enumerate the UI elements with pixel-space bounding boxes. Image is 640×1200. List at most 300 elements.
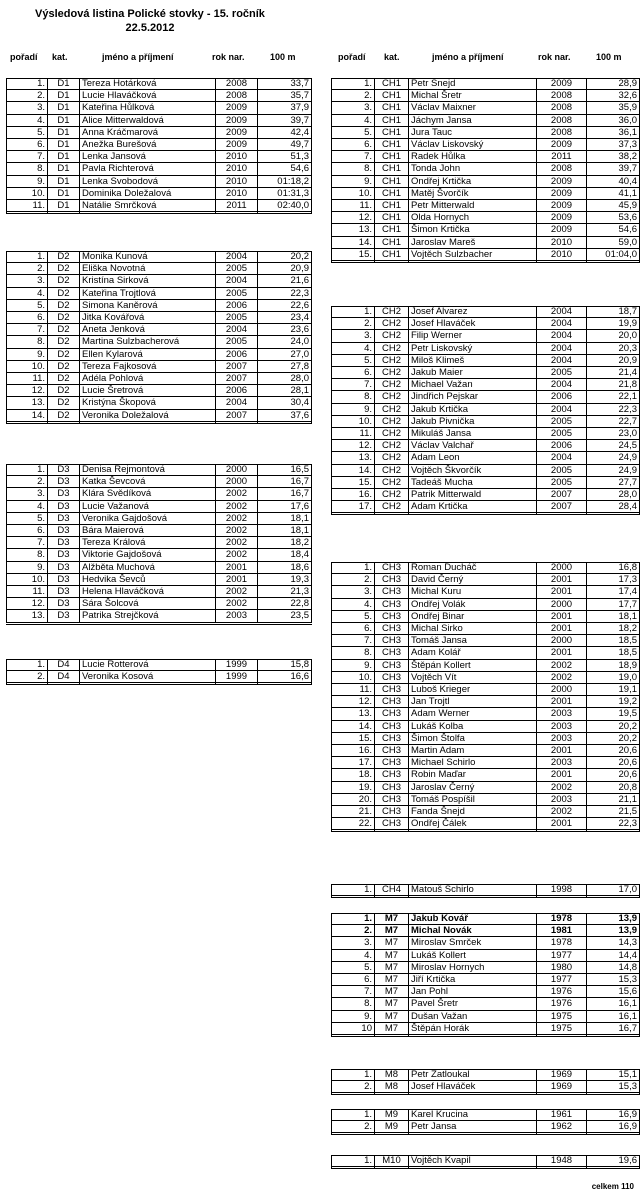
cell-kat: CH2 (375, 379, 409, 392)
cell-poradi: 6. (6, 525, 48, 538)
cell-cas: 51,3 (258, 151, 312, 164)
cell-cas: 23,6 (258, 324, 312, 337)
cell-cas: 23,5 (258, 610, 312, 623)
cell-kat: CH1 (375, 224, 409, 237)
table-row (331, 102, 640, 114)
cell-jmeno: Sára Šolcová (80, 598, 216, 611)
cell-jmeno: Tomáš Jansa (409, 635, 537, 648)
cell-rok: 2004 (537, 404, 587, 417)
table-row (6, 488, 312, 500)
cell-jmeno: Radek Hůlka (409, 151, 537, 164)
cell-jmeno: Adéla Pohlová (80, 373, 216, 386)
cell-kat: CH3 (375, 757, 409, 770)
cell-rok: 2006 (537, 391, 587, 404)
cell-rok: 2001 (537, 769, 587, 782)
cell-rok: 2004 (537, 379, 587, 392)
cell-kat: CH1 (375, 212, 409, 225)
cell-rok: 1999 (216, 671, 258, 684)
cell-jmeno: Lukáš Kolba (409, 721, 537, 734)
cell-cas: 49,7 (258, 139, 312, 152)
cell-rok: 2007 (216, 361, 258, 374)
cell-cas: 14,4 (587, 950, 640, 963)
cell-rok: 2001 (537, 647, 587, 660)
cell-cas: 20,6 (587, 745, 640, 758)
cell-cas: 45,9 (587, 200, 640, 213)
cell-poradi: 1. (331, 1155, 375, 1168)
cell-cas: 19,2 (587, 696, 640, 709)
cell-poradi: 10 (331, 1023, 375, 1036)
cell-kat: CH2 (375, 452, 409, 465)
cell-kat: CH2 (375, 355, 409, 368)
cell-kat: CH3 (375, 574, 409, 587)
cell-jmeno: Anežka Burešová (80, 139, 216, 152)
cell-jmeno: Jakub Pivnička (409, 416, 537, 429)
cell-jmeno: Mikuláš Jansa (409, 428, 537, 441)
cell-kat: CH1 (375, 127, 409, 140)
table-row (331, 404, 640, 416)
table-row (6, 549, 312, 561)
cell-cas: 30,4 (258, 397, 312, 410)
cell-kat: D3 (48, 586, 80, 599)
cell-poradi: 13. (6, 397, 48, 410)
cell-poradi: 1. (6, 464, 48, 477)
cell-jmeno: Kateřina Hůlková (80, 102, 216, 115)
cell-jmeno: Jindřich Pejskar (409, 391, 537, 404)
cell-jmeno: Tonda John (409, 163, 537, 176)
cell-jmeno: Matouš Schirlo (409, 884, 537, 897)
table-row (6, 324, 312, 336)
cell-jmeno: Veronika Gajdošová (80, 513, 216, 526)
cell-cas: 32,6 (587, 90, 640, 103)
cell-kat: D1 (48, 200, 80, 213)
cell-rok: 2009 (216, 127, 258, 140)
cell-poradi: 5. (6, 127, 48, 140)
cell-kat: CH1 (375, 200, 409, 213)
table-row (6, 176, 312, 188)
cell-poradi: 13. (331, 452, 375, 465)
cell-rok: 2009 (216, 102, 258, 115)
cell-poradi: 13. (6, 610, 48, 623)
cell-kat: CH3 (375, 647, 409, 660)
cell-jmeno: Veronika Kosová (80, 671, 216, 684)
cell-kat: CH3 (375, 721, 409, 734)
table-row (331, 721, 640, 733)
cell-cas: 21,6 (258, 275, 312, 288)
cell-jmeno: Jáchym Jansa (409, 115, 537, 128)
cell-cas: 40,4 (587, 176, 640, 189)
table-row (6, 373, 312, 385)
cell-cas: 36,1 (587, 127, 640, 140)
cell-poradi: 4. (331, 599, 375, 612)
cell-cas: 20,6 (587, 769, 640, 782)
cell-cas: 16,9 (587, 1121, 640, 1134)
cell-cas: 16,1 (587, 998, 640, 1011)
cell-jmeno: Kristína Sirková (80, 275, 216, 288)
cell-rok: 2008 (537, 102, 587, 115)
table-row (331, 998, 640, 1010)
cell-jmeno: Katka Ševcová (80, 476, 216, 489)
cell-cas: 59,0 (587, 237, 640, 250)
cell-rok: 2003 (216, 610, 258, 623)
cell-kat: D1 (48, 188, 80, 201)
table-row (331, 660, 640, 672)
cell-cas: 14,8 (587, 962, 640, 975)
cell-cas: 28,9 (587, 78, 640, 91)
cell-jmeno: Luboš Krieger (409, 684, 537, 697)
cell-jmeno: Ondřej Čálek (409, 818, 537, 831)
cell-rok: 2002 (537, 782, 587, 795)
table-row (331, 962, 640, 974)
cell-poradi: 9. (6, 349, 48, 362)
cell-poradi: 17. (331, 501, 375, 514)
cell-cas: 42,4 (258, 127, 312, 140)
table-row (331, 599, 640, 611)
cell-jmeno: Tomáš Pospíšil (409, 794, 537, 807)
header-rok-left: rok nar. (212, 52, 245, 62)
cell-kat: D3 (48, 549, 80, 562)
cell-jmeno: Lucie Šretrová (80, 385, 216, 398)
cell-rok: 2010 (216, 176, 258, 189)
cell-jmeno: Michal Šretr (409, 90, 537, 103)
cell-cas: 37,3 (587, 139, 640, 152)
cell-poradi: 1. (6, 659, 48, 672)
cell-cas: 22,8 (258, 598, 312, 611)
cell-kat: CH1 (375, 176, 409, 189)
cell-jmeno: David Černý (409, 574, 537, 587)
cell-cas: 20,9 (258, 263, 312, 276)
header-jmeno-left: jméno a příjmení (102, 52, 174, 62)
cell-poradi: 12. (331, 440, 375, 453)
cell-poradi: 3. (331, 102, 375, 115)
cell-cas: 21,5 (587, 806, 640, 819)
cell-cas: 16,9 (587, 1109, 640, 1122)
cell-rok: 2003 (537, 708, 587, 721)
cell-poradi: 10. (331, 188, 375, 201)
table-row (6, 361, 312, 373)
cell-rok: 1977 (537, 974, 587, 987)
cell-jmeno: Ondřej Volák (409, 599, 537, 612)
cell-poradi: 8. (331, 998, 375, 1011)
cell-poradi: 14. (331, 237, 375, 250)
cell-jmeno: Alžběta Muchová (80, 562, 216, 575)
cell-rok: 2010 (216, 188, 258, 201)
cell-rok: 2006 (216, 300, 258, 313)
table-row (331, 745, 640, 757)
table-row (331, 708, 640, 720)
cell-poradi: 3. (6, 275, 48, 288)
cell-kat: D2 (48, 397, 80, 410)
cell-rok: 2003 (537, 721, 587, 734)
table-row (331, 733, 640, 745)
cell-poradi: 9. (331, 176, 375, 189)
cell-kat: D3 (48, 476, 80, 489)
cell-kat: D3 (48, 464, 80, 477)
cell-jmeno: Klára Svědíková (80, 488, 216, 501)
cell-poradi: 9. (6, 562, 48, 575)
cell-jmeno: Pavel Šretr (409, 998, 537, 1011)
cell-kat: M9 (375, 1121, 409, 1134)
cell-cas: 54,6 (587, 224, 640, 237)
cell-poradi: 8. (331, 391, 375, 404)
header-kat-right: kat. (384, 52, 400, 62)
cell-kat: D1 (48, 176, 80, 189)
table-row (331, 1155, 640, 1167)
cell-cas: 17,6 (258, 501, 312, 514)
table-row (6, 537, 312, 549)
cell-poradi: 14. (331, 721, 375, 734)
cell-jmeno: Vojtěch Vít (409, 672, 537, 685)
cell-jmeno: Michael Schirlo (409, 757, 537, 770)
cell-cas: 17,7 (587, 599, 640, 612)
cell-jmeno: Jakub Maier (409, 367, 537, 380)
cell-kat: M8 (375, 1069, 409, 1082)
cell-kat: M7 (375, 1023, 409, 1036)
cell-rok: 2009 (537, 139, 587, 152)
cell-jmeno: Petr Zatloukal (409, 1069, 537, 1082)
cell-kat: CH3 (375, 599, 409, 612)
cell-rok: 2004 (537, 306, 587, 319)
cell-kat: D3 (48, 598, 80, 611)
cell-cas: 19,0 (587, 672, 640, 685)
table-row (331, 90, 640, 102)
table-row (331, 818, 640, 830)
cell-cas: 21,3 (258, 586, 312, 599)
table-row (331, 465, 640, 477)
cell-rok: 2007 (537, 489, 587, 502)
cell-cas: 35,9 (587, 102, 640, 115)
cell-poradi: 2. (6, 671, 48, 684)
cell-cas: 28,4 (587, 501, 640, 514)
cell-rok: 2004 (537, 355, 587, 368)
cell-jmeno: Michal Kuru (409, 586, 537, 599)
cell-cas: 15,8 (258, 659, 312, 672)
cell-kat: CH1 (375, 102, 409, 115)
cell-rok: 2001 (537, 696, 587, 709)
cell-jmeno: Helena Hlaváčková (80, 586, 216, 599)
cell-rok: 2005 (216, 288, 258, 301)
cell-kat: CH2 (375, 306, 409, 319)
cell-poradi: 8. (331, 163, 375, 176)
cell-jmeno: Josef Alvarez (409, 306, 537, 319)
cell-cas: 24,9 (587, 465, 640, 478)
cell-rok: 2009 (537, 176, 587, 189)
cell-rok: 2001 (537, 586, 587, 599)
table-row (6, 288, 312, 300)
cell-kat: D3 (48, 488, 80, 501)
cell-cas: 17,0 (587, 884, 640, 897)
cell-poradi: 3. (331, 937, 375, 950)
table-row (331, 139, 640, 151)
cell-rok: 2003 (537, 757, 587, 770)
cell-kat: CH3 (375, 745, 409, 758)
cell-jmeno: Adam Krtička (409, 501, 537, 514)
table-row (331, 635, 640, 647)
cell-cas: 20,2 (587, 733, 640, 746)
cell-jmeno: Petr Jansa (409, 1121, 537, 1134)
cell-jmeno: Ondřej Binar (409, 611, 537, 624)
cell-kat: D2 (48, 263, 80, 276)
cell-poradi: 1. (331, 913, 375, 926)
cell-poradi: 6. (331, 974, 375, 987)
cell-kat: CH3 (375, 611, 409, 624)
cell-poradi: 10. (6, 188, 48, 201)
cell-rok: 2007 (537, 501, 587, 514)
cell-poradi: 7. (331, 379, 375, 392)
cell-poradi: 11. (331, 200, 375, 213)
table-row (6, 115, 312, 127)
cell-cas: 21,8 (587, 379, 640, 392)
cell-poradi: 5. (6, 300, 48, 313)
table-row (6, 127, 312, 139)
cell-kat: M10 (375, 1155, 409, 1168)
cell-cas: 18,2 (258, 537, 312, 550)
table-row (6, 349, 312, 361)
cell-cas: 37,9 (258, 102, 312, 115)
table-row (331, 115, 640, 127)
cell-jmeno: Jakub Kovář (409, 913, 537, 926)
cell-kat: D1 (48, 151, 80, 164)
cell-poradi: 7. (331, 986, 375, 999)
cell-rok: 2009 (537, 212, 587, 225)
table-row (331, 950, 640, 962)
cell-poradi: 4. (331, 950, 375, 963)
cell-rok: 2005 (537, 477, 587, 490)
cell-poradi: 3. (6, 102, 48, 115)
cell-rok: 1975 (537, 1011, 587, 1024)
cell-kat: CH1 (375, 78, 409, 91)
cell-rok: 2009 (216, 115, 258, 128)
cell-rok: 2004 (537, 343, 587, 356)
cell-poradi: 7. (331, 151, 375, 164)
cell-jmeno: Michal Sirko (409, 623, 537, 636)
table-row (331, 782, 640, 794)
cell-poradi: 6. (331, 623, 375, 636)
table-row (6, 336, 312, 348)
cell-poradi: 2. (331, 1121, 375, 1134)
cell-kat: CH2 (375, 440, 409, 453)
cell-kat: D2 (48, 251, 80, 264)
cell-kat: D2 (48, 312, 80, 325)
cell-kat: D2 (48, 385, 80, 398)
cell-jmeno: Lucie Hlaváčková (80, 90, 216, 103)
cell-jmeno: Alice Mitterwaldová (80, 115, 216, 128)
cell-jmeno: Kateřina Trojtlová (80, 288, 216, 301)
cell-rok: 2001 (216, 574, 258, 587)
cell-kat: CH3 (375, 818, 409, 831)
cell-rok: 1948 (537, 1155, 587, 1168)
table-row (331, 913, 640, 925)
cell-kat: CH1 (375, 237, 409, 250)
cell-poradi: 9. (331, 404, 375, 417)
cell-cas: 15,1 (587, 1069, 640, 1082)
cell-jmeno: Jan Trojtl (409, 696, 537, 709)
cell-kat: CH1 (375, 115, 409, 128)
cell-kat: D1 (48, 163, 80, 176)
cell-kat: D3 (48, 574, 80, 587)
cell-cas: 18,5 (587, 647, 640, 660)
cell-poradi: 9. (331, 1011, 375, 1024)
cell-rok: 1961 (537, 1109, 587, 1122)
cell-cas: 18,9 (587, 660, 640, 673)
cell-rok: 2002 (216, 537, 258, 550)
cell-cas: 18,5 (587, 635, 640, 648)
cell-poradi: 15. (331, 477, 375, 490)
table-row (6, 312, 312, 324)
cell-cas: 39,7 (258, 115, 312, 128)
cell-jmeno: Denisa Rejmontová (80, 464, 216, 477)
cell-poradi: 10. (331, 416, 375, 429)
cell-poradi: 11. (331, 684, 375, 697)
cell-rok: 2002 (216, 501, 258, 514)
cell-cas: 20,8 (587, 782, 640, 795)
cell-cas: 18,1 (587, 611, 640, 624)
cell-rok: 2005 (216, 312, 258, 325)
cell-kat: CH1 (375, 188, 409, 201)
cell-jmeno: Lenka Svobodová (80, 176, 216, 189)
table-row (331, 794, 640, 806)
table-row (331, 440, 640, 452)
table-row (6, 163, 312, 175)
table-row (6, 139, 312, 151)
cell-jmeno: Eliška Novotná (80, 263, 216, 276)
cell-rok: 1975 (537, 1023, 587, 1036)
cell-jmeno: Lukáš Kollert (409, 950, 537, 963)
table-row (331, 769, 640, 781)
cell-kat: D2 (48, 410, 80, 423)
cell-rok: 2002 (537, 806, 587, 819)
table-row (331, 176, 640, 188)
cell-rok: 2008 (216, 78, 258, 91)
cell-cas: 18,1 (258, 525, 312, 538)
table-row (331, 501, 640, 513)
cell-kat: CH4 (375, 884, 409, 897)
cell-jmeno: Adam Kolář (409, 647, 537, 660)
table-row (331, 684, 640, 696)
cell-cas: 24,0 (258, 336, 312, 349)
table-row (6, 659, 312, 671)
cell-poradi: 10. (6, 361, 48, 374)
table-row (331, 937, 640, 949)
table-row (331, 306, 640, 318)
cell-kat: CH2 (375, 404, 409, 417)
cell-poradi: 4. (331, 115, 375, 128)
cell-jmeno: Simona Kaněrová (80, 300, 216, 313)
table-row (6, 90, 312, 102)
cell-cas: 02:40,0 (258, 200, 312, 213)
table-row (331, 1121, 640, 1133)
cell-jmeno: Tereza Hotárková (80, 78, 216, 91)
header-poradi-left: pořadí (10, 52, 38, 62)
table-row (6, 513, 312, 525)
cell-jmeno: Olda Hornych (409, 212, 537, 225)
table-row (6, 275, 312, 287)
cell-cas: 13,9 (587, 925, 640, 938)
cell-cas: 24,5 (587, 440, 640, 453)
cell-kat: D3 (48, 610, 80, 623)
header-jmeno-right: jméno a příjmení (432, 52, 504, 62)
table-row (6, 397, 312, 409)
cell-rok: 2007 (216, 410, 258, 423)
table-row (6, 188, 312, 200)
cell-kat: CH2 (375, 428, 409, 441)
cell-rok: 2004 (537, 452, 587, 465)
cell-cas: 36,0 (587, 115, 640, 128)
cell-poradi: 9. (331, 660, 375, 673)
cell-rok: 2006 (216, 385, 258, 398)
table-row (331, 343, 640, 355)
cell-jmeno: Roman Ducháč (409, 562, 537, 575)
cell-rok: 1978 (537, 913, 587, 926)
